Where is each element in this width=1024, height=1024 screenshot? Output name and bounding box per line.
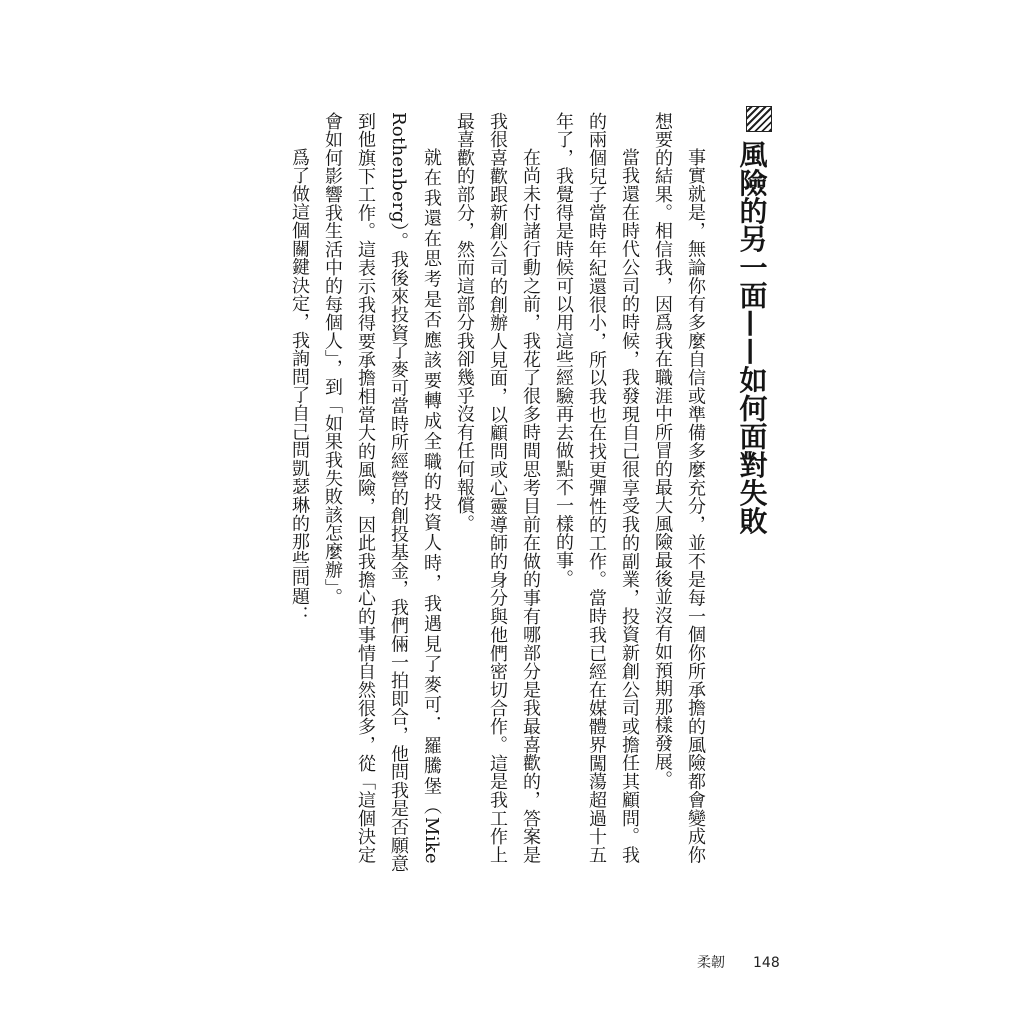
running-title: 柔韌 (697, 955, 725, 971)
page-number: 148 (753, 955, 780, 971)
text-line: 就在我還在思考是否應該要轉成全職的投資人時，我遇見了麥可．羅騰堡（Mike (421, 148, 442, 864)
paragraph (547, 112, 646, 864)
text-line: 爲了做這個關鍵決定，我詢問了自己問凱瑟琳的那些問題： (289, 148, 310, 624)
text-line: Rothenberg）。我後來投資了麥可當時所經營的創投基金，我們倆一拍即合，他問我是否願意 (388, 112, 409, 873)
page-footer (697, 953, 780, 973)
paragraph (283, 112, 316, 864)
body-text (283, 112, 712, 873)
text-line: 想要的結果。相信我，因爲我在職涯中所冒的最大風險最後並沒有如預期那樣發展。 (652, 112, 673, 790)
text-line: 當我還在時代公司的時候，我發現自己很享受我的副業，投資新創公司或擔任其顧問。我 (619, 148, 640, 864)
text-line: 在尚未付諸行動之前，我花了很多時間思考目前在做的事有哪部分是我最喜歡的，答案是 (520, 148, 541, 864)
paragraph (316, 112, 448, 873)
text-line: 到他旗下工作。這表示我得要承擔相當大的風險，因此我擔心的事情自然很多，從「這個決定 (355, 112, 376, 864)
paragraph (646, 112, 712, 864)
text-line: 會如何影響我生活中的每個人」，到「如果我失敗該怎麼辦」。 (322, 112, 343, 607)
paragraph (448, 112, 547, 864)
text-line: 年了，我覺得是時候可以用這些經驗再去做點不一樣的事。 (553, 112, 574, 588)
text-line: 我很喜歡跟新創公司的創辦人見面，以顧問或心靈導師的身分與他們密切合作。這是我工作上 (487, 112, 508, 864)
text-line: 事實就是，無論你有多麼自信或準備多麼充分，並不是每一個你所承擔的風險都會變成你 (685, 148, 706, 864)
section-heading (736, 106, 772, 556)
text-line: 最喜歡的部分，然而這部分我卻幾乎沒有任何報償。 (454, 112, 475, 533)
section-title: 風險的另一面——如何面對失敗 (735, 140, 769, 535)
text-line: 的兩個兒子當時年紀還很小，所以我也在找更彈性的工作。當時我已經在媒體界闖蕩超過十五 (586, 112, 607, 864)
hatched-square-icon (746, 106, 772, 132)
